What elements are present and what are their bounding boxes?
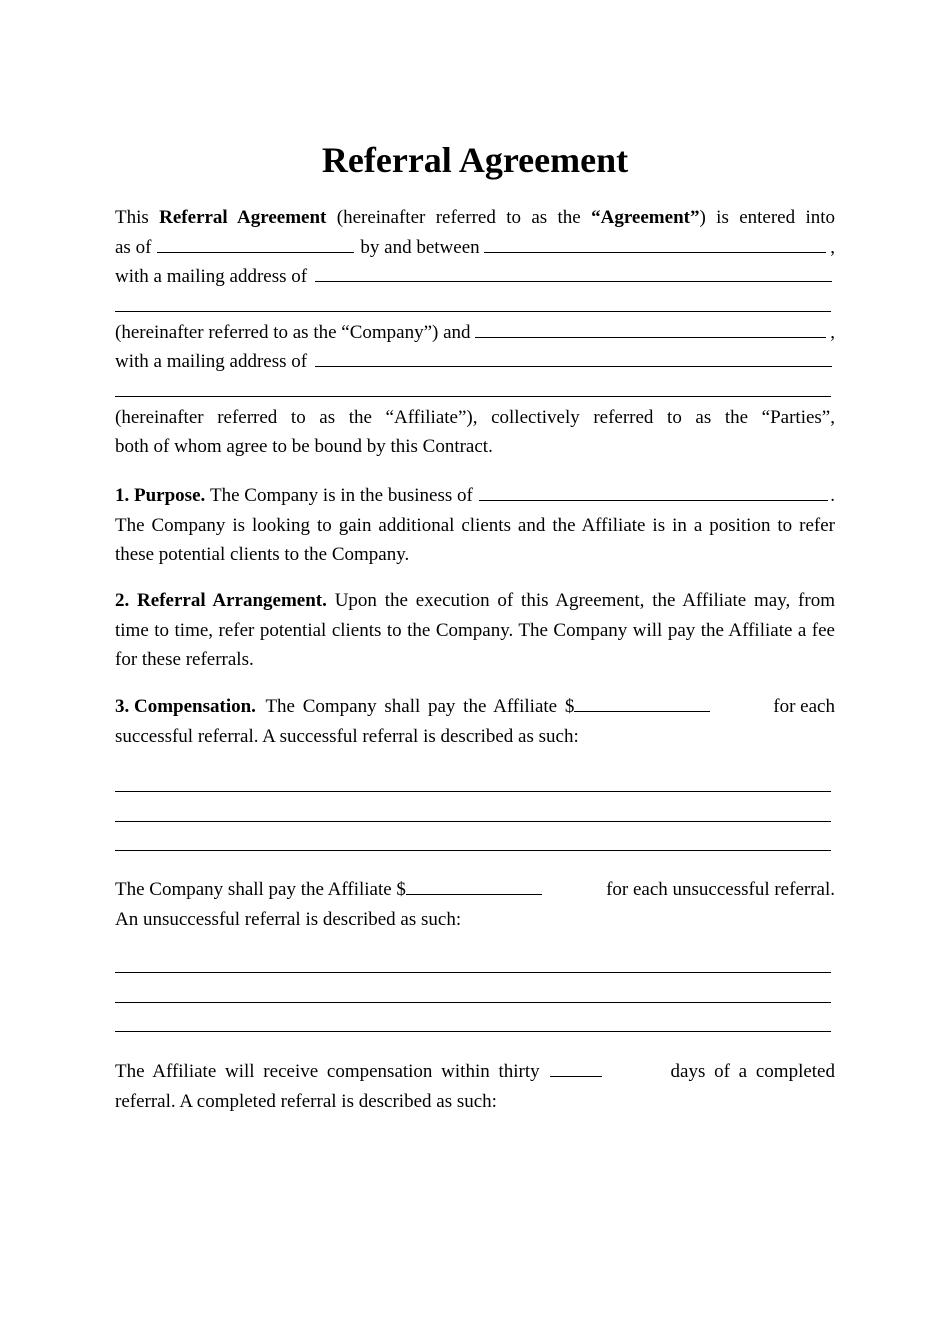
referral-arrangement-heading: 2. Referral Arrangement. [115, 590, 327, 611]
unsuccessful-description-field-2[interactable] [115, 983, 831, 1003]
unsuccessful-paragraph [115, 875, 835, 934]
completed-line-2: referral. A completed referral is described as such: [115, 1090, 497, 1112]
intro-line-9: both of whom agree to be bound by this Contract. [115, 436, 493, 457]
successful-description-field-2[interactable] [115, 802, 831, 822]
successful-description-field-1[interactable] [115, 772, 831, 792]
affiliate-address-field-2[interactable] [115, 377, 831, 397]
affiliate-address-field-1[interactable] [315, 347, 832, 367]
purpose-line-1: 1. Purpose. The Company is in the business of . [115, 481, 835, 511]
date-field[interactable] [157, 233, 354, 253]
section-purpose [115, 481, 835, 570]
unsuccessful-description-lines [115, 953, 835, 1042]
purpose-heading: 1. Purpose. [115, 485, 206, 506]
company-address-field-1[interactable] [315, 262, 832, 282]
compensation-line-2: successful referral. A successful referral is described as such: [115, 725, 579, 747]
successful-description-lines [115, 772, 835, 861]
intro-line-5: (hereinafter referred to as the “Company”) and , [115, 318, 835, 348]
days-field[interactable] [550, 1057, 602, 1077]
successful-description-field-3[interactable] [115, 831, 831, 851]
agreement-short: “Agreement” [591, 207, 700, 228]
successful-fee-field[interactable] [574, 692, 710, 712]
purpose-text: The Company is looking to gain additional clients and the Affiliate is in a position to refer these potential clients to the Company. [115, 514, 835, 565]
intro-line-8: (hereinafter referred to as the “Affiliate”), collectively referred to as the “Parties”, [115, 406, 835, 428]
company-name-field[interactable] [484, 233, 827, 253]
intro-line-2: as of by and between , [115, 233, 835, 263]
unsuccessful-line-1: The Company shall pay the Affiliate $ for each unsuccessful referral. [115, 875, 835, 905]
unsuccessful-line-2: An unsuccessful referral is described as such: [115, 908, 462, 930]
unsuccessful-description-field-1[interactable] [115, 953, 831, 973]
completed-line-1: The Affiliate will receive compensation within thirty days of a completed [115, 1057, 835, 1087]
business-field[interactable] [479, 481, 828, 501]
unsuccessful-fee-field[interactable] [406, 875, 542, 895]
agreement-name: Referral Agreement [159, 207, 327, 228]
completed-paragraph [115, 1057, 835, 1116]
intro-line-4 [115, 292, 835, 318]
intro-paragraph [115, 203, 835, 462]
document-title: Referral Agreement [321, 140, 629, 180]
intro-line-1: This Referral Agreement (hereinafter referred to as the “Agreement”) is entered into [115, 207, 835, 228]
section-referral-arrangement [115, 586, 835, 675]
company-address-field-2[interactable] [115, 292, 831, 312]
affiliate-name-field[interactable] [475, 318, 827, 338]
unsuccessful-description-field-3[interactable] [115, 1012, 831, 1032]
intro-line-7 [115, 377, 835, 403]
compensation-line-1: 3. Compensation. The Company shall pay the Affiliate $ for each [115, 692, 835, 722]
intro-line-3: with a mailing address of [115, 262, 835, 292]
compensation-heading: 3. Compensation. [115, 696, 256, 717]
intro-line-6: with a mailing address of [115, 347, 835, 377]
section-compensation [115, 692, 835, 751]
referral-arrangement-paragraph: 2. Referral Arrangement. Upon the execution of this Agreement, the Affiliate may, from time to time, refer potential clients to the Company. The Company will pay the Affiliate a fee for these referrals. [115, 590, 835, 670]
